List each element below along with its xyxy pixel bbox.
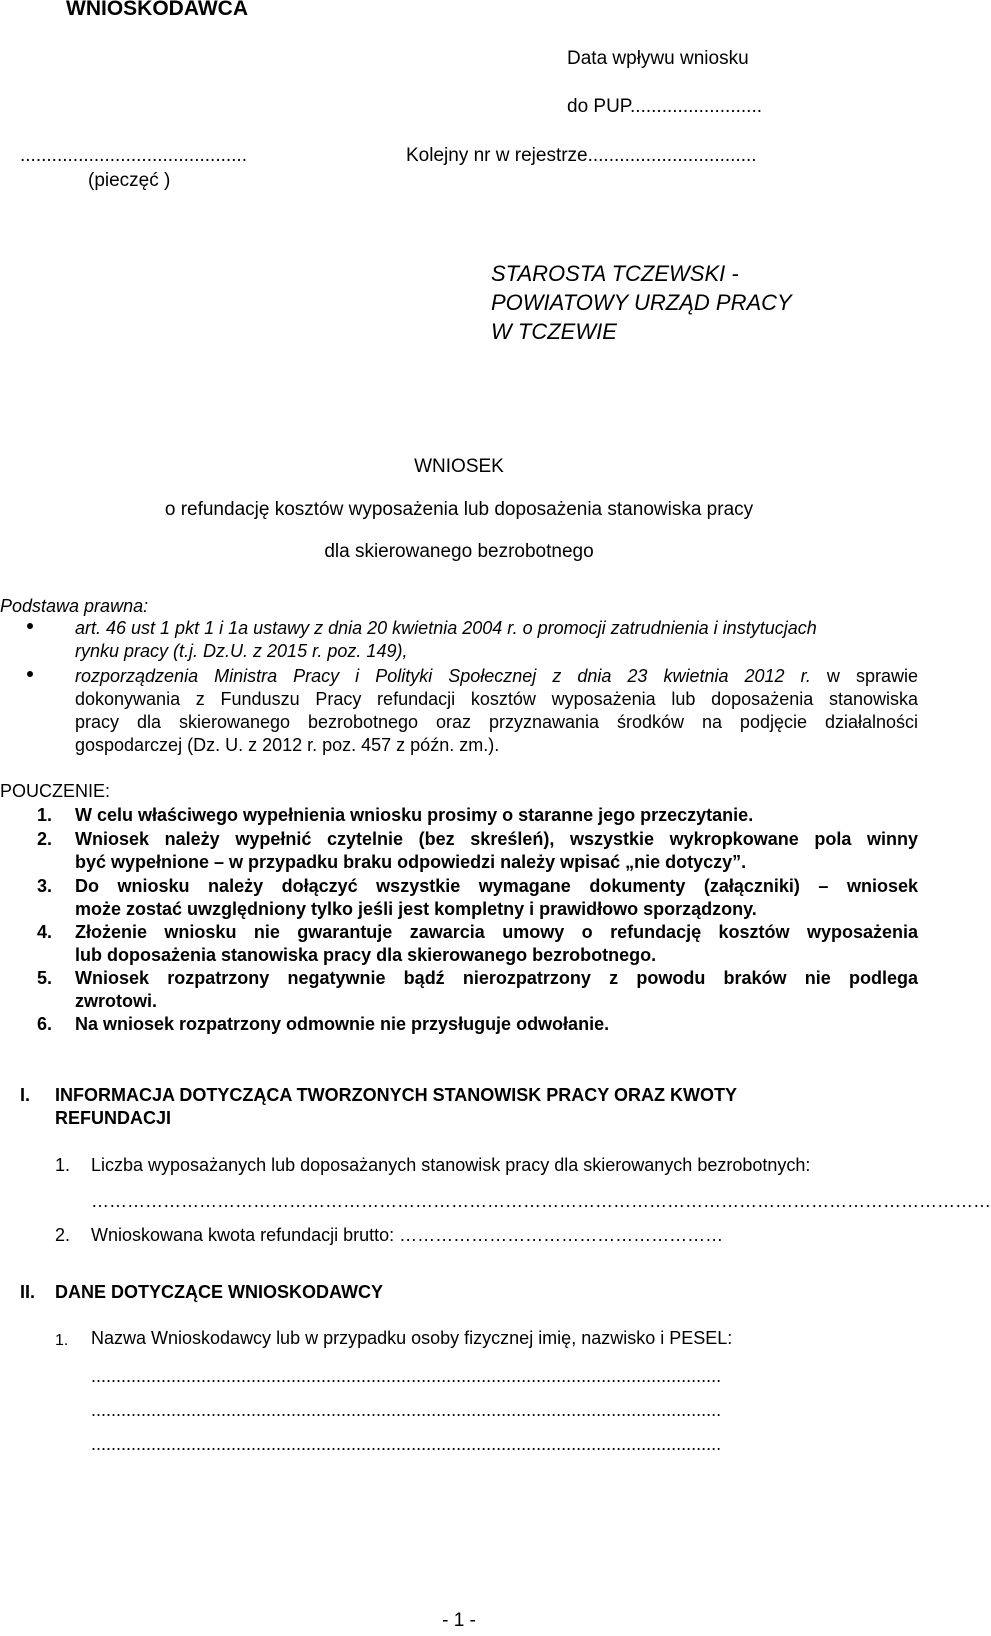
instruction-number: 2.	[37, 829, 53, 849]
instruction-number: 3.	[37, 876, 53, 896]
regulation-title: rozporządzenia Ministra Pracy i Polityki Społecznej z dnia 23 kwietnia 2012 r.	[75, 666, 811, 686]
instruction-text: W celu właściwego wypełnienia wniosku prosimy o staranne jego przeczytanie.	[75, 805, 754, 825]
instruction-text: zwrotowi.	[75, 991, 157, 1011]
application-subtitle-1: o refundację kosztów wyposażenia lub doposażenia stanowiska pracy	[164, 499, 754, 520]
addressee-line-2: POWIATOWY URZĄD PRACY	[491, 290, 792, 315]
question-number: 1.	[55, 1332, 69, 1349]
section-1-title-line-1: INFORMACJA DOTYCZĄCA TWORZONYCH STANOWISK PRACY ORAZ KWOTY	[55, 1085, 737, 1105]
applicant-name-field-1[interactable]: ..............................................................................................................................	[91, 1366, 722, 1386]
positions-count-label: Liczba wyposażanych lub doposażanych stanowisk pracy dla skierowanych bezrobotnych:	[91, 1155, 811, 1175]
positions-count-field[interactable]: ……………………………………………………………………………………………………………………………………	[91, 1191, 991, 1211]
applicant-name-field-2[interactable]: ..............................................................................................................................	[91, 1400, 722, 1420]
application-title: WNIOSEK	[414, 456, 504, 477]
section-2-number: II.	[20, 1282, 36, 1302]
instruction-text: być wypełnione – w przypadku braku odpowiedzi należy wpisać „nie dotyczy”.	[75, 852, 747, 872]
regulation-title-cont: w sprawie	[810, 666, 918, 686]
instruction-text: Wniosek należy wypełnić czytelnie (bez skreśleń), wszystkie wykropkowane pola winny	[75, 829, 918, 849]
receipt-date-field: do PUP.........................	[567, 96, 763, 117]
instruction-text: lub doposażenia stanowiska pracy dla skierowanego bezrobotnego.	[75, 945, 657, 965]
instructions-label: POUCZENIE:	[0, 781, 111, 801]
section-2-title: DANE DOTYCZĄCE WNIOSKODAWCY	[55, 1282, 383, 1302]
stamp-label: (pieczęć )	[88, 170, 171, 191]
instruction-number: 6.	[37, 1014, 53, 1034]
section-1-title-line-2: REFUNDACJI	[55, 1108, 172, 1128]
instruction-text: Wniosek rozpatrzony negatywnie bądź nierozpatrzony z powodu braków nie podlega	[75, 968, 918, 988]
register-number-field: Kolejny nr w rejestrze................................	[406, 145, 757, 166]
instruction-number: 4.	[37, 922, 53, 942]
legal-basis-item-2-line-3: pracy dla skierowanego bezrobotnego oraz przyznawania środków na podjęcie działalności	[75, 712, 918, 732]
question-number: 1.	[55, 1155, 71, 1175]
instruction-text: Na wniosek rozpatrzony odmownie nie przysługuje odwołanie.	[75, 1014, 610, 1034]
instruction-text: może zostać uwzględniony tylko jeśli jest kompletny i prawidłowo sporządzony.	[75, 899, 757, 919]
legal-basis-item-2-line-1	[75, 666, 918, 687]
legal-basis-item-2-line-2: dokonywania z Funduszu Pracy refundacji kosztów wyposażenia lub doposażenia stanowiska	[75, 689, 918, 709]
bullet-icon	[27, 671, 33, 677]
stamp-field-dots: ...........................................	[20, 145, 247, 166]
section-1-number: I.	[20, 1085, 31, 1105]
instruction-text: Złożenie wniosku nie gwarantuje zawarcia umowy o refundację kosztów wyposażenia	[75, 922, 918, 942]
addressee-line-1: STAROSTA TCZEWSKI -	[491, 261, 739, 286]
legal-basis-item-1-line-1: art. 46 ust 1 pkt 1 i 1a ustawy z dnia 20 kwietnia 2004 r. o promocji zatrudnienia i instytucjach	[75, 618, 817, 638]
applicant-name-label: Nazwa Wnioskodawcy lub w przypadku osoby fizycznej imię, nazwisko i PESEL:	[91, 1328, 733, 1348]
refund-amount-field[interactable]: Wnioskowana kwota refundacji brutto: ………………………………………………	[91, 1225, 724, 1245]
instruction-number: 5.	[37, 968, 53, 988]
bullet-icon	[27, 623, 33, 629]
legal-basis-item-1-line-2: rynku pracy (t.j. Dz.U. z 2015 r. poz. 149),	[75, 641, 408, 661]
receipt-date-label: Data wpływu wniosku	[567, 48, 749, 69]
question-number: 2.	[55, 1225, 71, 1245]
instruction-number: 1.	[37, 805, 53, 825]
instruction-text: Do wniosku należy dołączyć wszystkie wymagane dokumenty (załączniki) – wniosek	[75, 876, 918, 896]
page-number: - 1 -	[442, 1610, 476, 1631]
legal-basis-item-2-line-4: gospodarczej (Dz. U. z 2012 r. poz. 457 z późn. zm.).	[75, 735, 500, 755]
application-subtitle-2: dla skierowanego bezrobotnego	[324, 541, 594, 562]
applicant-name-field-3[interactable]: ..............................................................................................................................	[91, 1434, 722, 1454]
legal-basis-label: Podstawa prawna:	[0, 596, 149, 616]
applicant-header: WNIOSKODAWCA	[66, 0, 248, 20]
addressee-line-3: W TCZEWIE	[491, 319, 617, 344]
